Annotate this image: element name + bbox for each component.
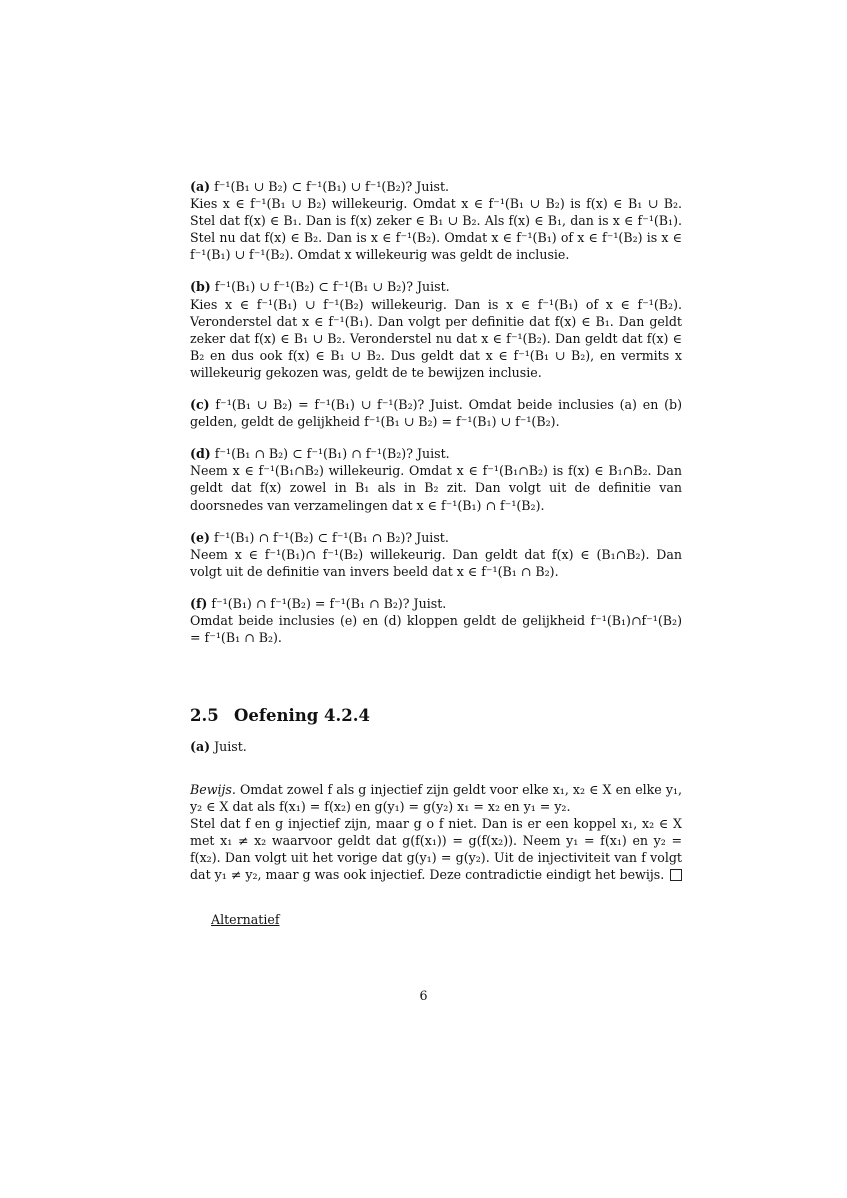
item-statement: f⁻¹(B₁ ∩ B₂) ⊂ f⁻¹(B₁) ∩ f⁻¹(B₂)? Juist. — [214, 446, 450, 462]
item-e — [190, 529, 682, 580]
item-b — [190, 278, 682, 381]
item-f — [190, 595, 682, 646]
subitem-head: (a) — [190, 739, 211, 754]
item-head: (d) — [190, 446, 211, 462]
item-d — [190, 445, 682, 513]
item-body: Kies x ∈ f⁻¹(B₁ ∪ B₂) willekeurig. Omdat x ∈ f⁻¹(B₁ ∪ B₂) is f(x) ∈ B₁ ∪ B₂. Stel dat f(x) ∈ B₁. Dan is f(x) zeker ∈ B₁ ∪ B₂. Als f(x) ∈ B₁, dan is x ∈ f⁻¹(B₁). Stel nu dat f(x) ∈ B₂. Dan is x ∈ f⁻¹(B₂). Omdat x ∈ f⁻¹(B₁) of x ∈ f⁻¹(B₂) is x ∈ f⁻¹(B₁) ∪ f⁻¹(B₂). Omdat x willekeurig was geldt de inclusie. — [190, 196, 682, 263]
item-head: (e) — [190, 529, 210, 545]
item-body: Omdat beide inclusies (e) en (d) kloppen geldt de gelijkheid f⁻¹(B₁)∩f⁻¹(B₂) = f⁻¹(B₁ ∩ B₂). — [190, 612, 682, 646]
item-a — [190, 178, 682, 263]
proof-block — [190, 781, 682, 884]
proof-line2: Stel dat f en g injectief zijn, maar g o f niet. Dan is er een koppel x₁, x₂ ∈ X met x₁ ≠ x₂ waarvoor geldt dat g(f(x₁)) = g(f(x₂)). Neem y₁ = f(x₁) en y₂ = f(x₂). Dan volgt uit het vorige dat g(y₁) = g(y₂). Uit de injectiviteit van f volgt dat y₁ ≠ y₂, maar g was ook injectief. Deze contradictie eindigt het bewijs. — [190, 816, 682, 883]
alternative-link[interactable]: Alternatief — [211, 912, 280, 927]
item-statement: f⁻¹(B₁ ∪ B₂) = f⁻¹(B₁) ∪ f⁻¹(B₂)? Juist. — [215, 397, 463, 413]
item-head: (a) — [190, 179, 211, 194]
item-head: (c) — [190, 397, 210, 413]
item-statement: f⁻¹(B₁) ∪ f⁻¹(B₂) ⊂ f⁻¹(B₁ ∪ B₂)? Juist. — [214, 279, 450, 295]
proof-line1: Omdat zowel f als g injectief zijn geldt voor elke x₁, x₂ ∈ X en elke y₁, y₂ ∈ X dat als f(x₁) = f(x₂) en g(y₁) = g(y₂) x₁ = x₂ en y₁ = y₂. — [190, 782, 682, 815]
item-c — [190, 396, 682, 430]
item-body: Neem x ∈ f⁻¹(B₁∩B₂) willekeurig. Omdat x ∈ f⁻¹(B₁∩B₂) is f(x) ∈ B₁∩B₂. Dan geldt dat f(x) zowel in B₁ als in B₂ zit. Dan volgt uit de definitie van doorsnedes van verzamelingen dat x ∈ f⁻¹(B₁) ∩ f⁻¹(B₂). — [190, 463, 682, 513]
item-statement: f⁻¹(B₁ ∪ B₂) ⊂ f⁻¹(B₁) ∪ f⁻¹(B₂)? Juist. — [214, 179, 450, 194]
item-statement: f⁻¹(B₁) ∩ f⁻¹(B₂) = f⁻¹(B₁ ∩ B₂)? Juist. — [211, 595, 447, 611]
item-head: (b) — [190, 279, 211, 295]
page-number: 6 — [419, 988, 428, 1003]
section-title: Oefening 4.2.4 — [234, 706, 370, 725]
section-heading — [190, 706, 682, 725]
proof-label: Bewijs. — [190, 782, 236, 797]
item-statement: f⁻¹(B₁) ∩ f⁻¹(B₂) ⊂ f⁻¹(B₁ ∩ B₂)? Juist. — [213, 529, 449, 545]
qed-square-icon — [670, 869, 682, 881]
item-body: Kies x ∈ f⁻¹(B₁) ∪ f⁻¹(B₂) willekeurig. Dan is x ∈ f⁻¹(B₁) of x ∈ f⁻¹(B₂). Veronderstel dat x ∈ f⁻¹(B₁). Dan volgt per definitie dat f(x) ∈ B₁. Dan geldt zeker dat f(x) ∈ B₁ ∪ B₂. Veronderstel nu dat x ∈ f⁻¹(B₂). Dan geldt dat f(x) ∈ B₂ en dus ook f(x) ∈ B₁ ∪ B₂. Dus geldt dat x ∈ f⁻¹(B₁ ∪ B₂), en vermits x willekeurig gekozen was, geldt de te bewijzen inclusie. — [190, 296, 682, 380]
exercise-list — [190, 178, 682, 661]
subitem-text: Juist. — [214, 739, 247, 754]
item-body: Omdat beide inclusies (a) en (b) gelden, geldt de gelijkheid f⁻¹(B₁ ∪ B₂) = f⁻¹(B₁) ∪ f⁻¹(B₂). — [190, 397, 682, 430]
section-number: 2.5 — [190, 706, 219, 725]
item-head: (f) — [190, 595, 208, 611]
subitem-a — [190, 738, 682, 755]
item-body: Neem x ∈ f⁻¹(B₁)∩ f⁻¹(B₂) willekeurig. Dan geldt dat f(x) ∈ (B₁∩B₂). Dan volgt uit de definitie van invers beeld dat x ∈ f⁻¹(B₁ ∩ B₂). — [190, 546, 682, 579]
